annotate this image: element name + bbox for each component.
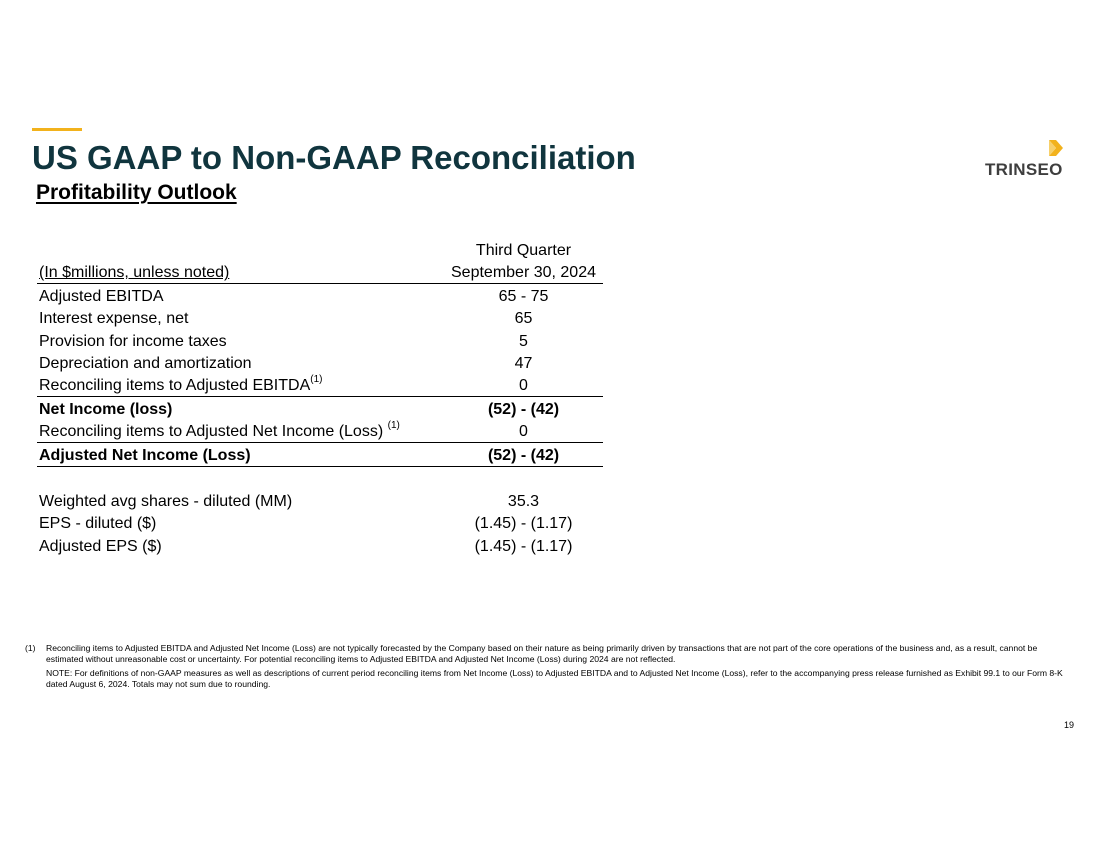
- row-value: (1.45) - (1.17): [474, 537, 573, 555]
- row-value: (52) - (42): [444, 397, 603, 420]
- row-value: (52) - (42): [444, 443, 603, 466]
- row-value: (1.45) - (1.17): [474, 515, 573, 533]
- row-label: Reconciling items to Adjusted Net Income (Loss): [39, 423, 388, 441]
- row-label: Provision for income taxes: [39, 332, 227, 350]
- table-row-total: [37, 443, 603, 466]
- table-header-row: [37, 239, 603, 261]
- footnote-note: NOTE: For definitions of non-GAAP measures as well as descriptions of current period reconciling items from Net Income (Loss) to Adjusted EBITDA and to Adjusted Net Income (Loss), refer to the accompanying press release furnished as Exhibit 99.1 to our Form 8-K dated August 6, 2024. Totals may not sum due to rounding.: [46, 668, 1063, 689]
- row-label: Net Income (loss): [37, 397, 444, 420]
- row-label: Adjusted EBITDA: [39, 287, 164, 305]
- title-accent-bar: [32, 128, 82, 131]
- page-title: US GAAP to Non-GAAP Reconciliation: [32, 139, 636, 176]
- table-row: [37, 284, 603, 307]
- table-spacer-row: [37, 466, 603, 490]
- row-value: 0: [519, 377, 528, 395]
- row-label: Reconciling items to Adjusted EBITDA: [39, 377, 311, 395]
- footnote-ref: (1): [310, 374, 323, 386]
- units-label: (In $millions, unless noted): [39, 264, 230, 282]
- table-header-row: [37, 261, 603, 284]
- table-row: [37, 534, 603, 556]
- footnote-ref: (1): [387, 419, 400, 431]
- row-value: 65: [514, 310, 533, 328]
- footnote-marker: (1): [25, 643, 36, 653]
- row-value: 35.3: [507, 492, 540, 510]
- row-label: EPS - diluted ($): [39, 515, 157, 533]
- table-row: [37, 512, 603, 534]
- page-number: 19: [1064, 720, 1075, 730]
- table-row: [37, 374, 603, 397]
- row-label: Depreciation and amortization: [39, 354, 252, 372]
- trinseo-logo: [984, 136, 1079, 182]
- table-row: [37, 329, 603, 351]
- table-row: [37, 352, 603, 374]
- footnote-item: [25, 643, 1065, 664]
- row-label: Weighted avg shares - diluted (MM): [39, 492, 293, 510]
- footnote-text: Reconciling items to Adjusted EBITDA and Adjusted Net Income (Loss) are not typically forecasted by the Company based on their nature as being primarily driven by transactions that are not part of the core operations of the business and, as a result, cannot be estimated without unreasonable cost or uncertainty. For potential reconciling items to Adjusted EBITDA and Adjusted Net Income (Loss) during 2024 are not reflected.: [46, 643, 1038, 664]
- trinseo-chevron-logo-icon: [1046, 138, 1066, 158]
- table-row-total: [37, 397, 603, 420]
- table-row: [37, 420, 603, 443]
- table-row: [37, 307, 603, 329]
- period-header-line2: September 30, 2024: [444, 261, 603, 284]
- logo-wordmark: TRINSEO: [985, 160, 1063, 179]
- row-label: Adjusted Net Income (Loss): [37, 443, 444, 466]
- reconciliation-table: [37, 239, 603, 557]
- row-value: 0: [444, 420, 603, 443]
- row-label: Adjusted EPS ($): [39, 537, 162, 555]
- row-value: 65 - 75: [498, 287, 549, 305]
- period-header-line1: Third Quarter: [475, 242, 572, 259]
- footnote: [25, 643, 1065, 689]
- row-value: 5: [519, 332, 528, 350]
- row-label: Interest expense, net: [39, 310, 189, 328]
- row-value: 47: [514, 354, 533, 372]
- table-row: [37, 490, 603, 512]
- page-subtitle: Profitability Outlook: [36, 181, 237, 204]
